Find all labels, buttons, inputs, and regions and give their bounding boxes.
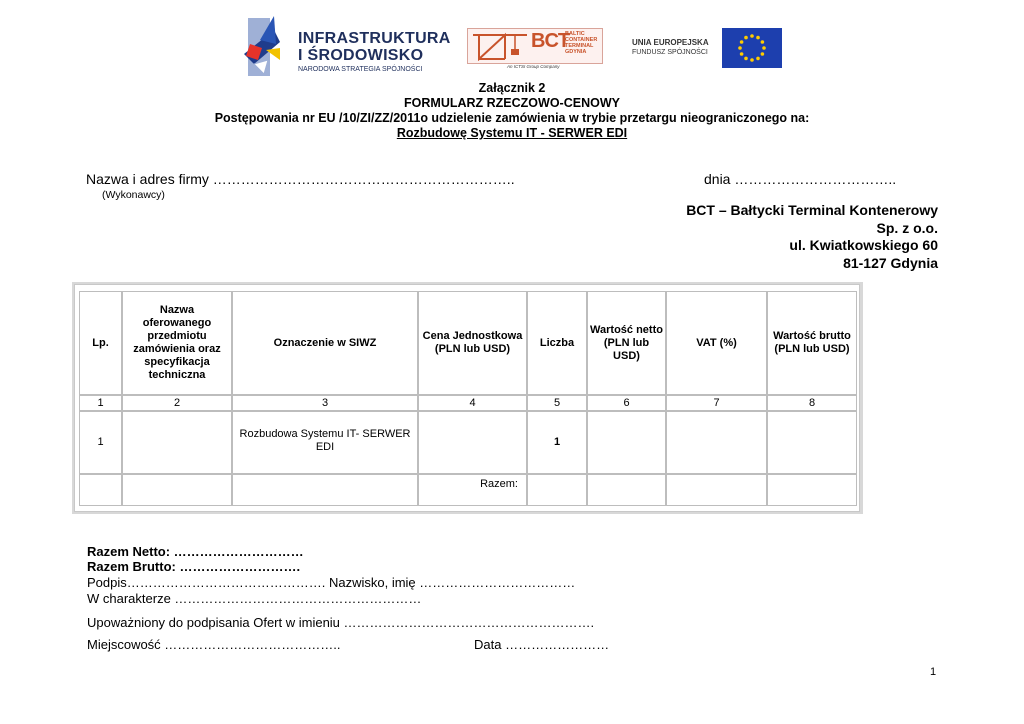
bct-side-line: BALTIC	[565, 31, 585, 37]
header-lp: Lp.	[79, 291, 122, 395]
infrastruktura-logo	[240, 14, 451, 80]
authorization-field: Upoważniony do podpisania Ofert w imieniu ………………………………………………….	[87, 615, 595, 630]
bct-side-text	[565, 31, 597, 55]
column-number: 5	[527, 395, 587, 411]
total-gross-value[interactable]	[767, 474, 857, 506]
recipient-address	[686, 202, 938, 272]
attachment-label: Załącznik 2	[478, 81, 546, 95]
header-net-value: Wartość netto (PLN lub USD)	[587, 291, 666, 395]
eu-logo	[632, 30, 782, 70]
column-number: 3	[232, 395, 418, 411]
recipient-line: Sp. z o.o.	[876, 219, 938, 236]
header-vat: VAT (%)	[666, 291, 767, 395]
header-item-name: Nazwa oferowanego przedmiotu zamówienia oraz specyfikacja techniczna	[122, 291, 232, 395]
total-vat[interactable]	[666, 474, 767, 506]
row-gross-value[interactable]	[767, 411, 857, 474]
header-siwz: Oznaczenie w SIWZ	[232, 291, 418, 395]
logo-subtitle: NARODOWA STRATEGIA SPÓJNOŚCI	[298, 66, 423, 73]
bct-caption: An ICTSI Group Company	[507, 64, 560, 69]
total-quantity[interactable]	[527, 474, 587, 506]
logo-title-line2: I ŚRODOWISKO	[298, 47, 424, 64]
crane-icon	[471, 31, 529, 61]
recipient-line: 81-127 Gdynia	[843, 254, 938, 271]
form-title: FORMULARZ RZECZOWO-CENOWY	[404, 96, 620, 110]
firm-sublabel: (Wykonawcy)	[102, 189, 165, 201]
header-unit-price: Cena Jednostkowa (PLN lub USD)	[418, 291, 527, 395]
header-quantity: Liczba	[527, 291, 587, 395]
column-number: 8	[767, 395, 857, 411]
price-table	[74, 284, 860, 512]
row-unit-price[interactable]	[418, 411, 527, 474]
bct-side-line: TERMINAL	[565, 43, 594, 49]
star-logo-icon	[240, 14, 298, 80]
column-number: 7	[666, 395, 767, 411]
bct-logo	[467, 28, 603, 72]
procedure-title: Postępowania nr EU /10/ZI/ZZ/2011o udzielenie zamówienia w trybie przetargu nieograniczonego na:	[214, 111, 810, 125]
total-gross-field: Razem Brutto: ……………………….	[87, 559, 301, 574]
row-quantity: 1	[527, 411, 587, 474]
row-vat[interactable]	[666, 411, 767, 474]
row-net-value[interactable]	[587, 411, 666, 474]
column-number: 2	[122, 395, 232, 411]
eu-logo-line2: FUNDUSZ SPÓJNOŚCI	[632, 49, 708, 56]
capacity-field: W charakterze …………………………………………………	[87, 591, 422, 606]
bct-letters: BCT	[531, 30, 570, 52]
total-empty-cell	[232, 474, 418, 506]
column-number: 6	[587, 395, 666, 411]
row-lp: 1	[79, 411, 122, 474]
row-siwz: Rozbudowa Systemu IT- SERWER EDI	[232, 411, 418, 474]
row-item-name[interactable]	[122, 411, 232, 474]
total-net-field: Razem Netto: …………………………	[87, 544, 304, 559]
place-field: Miejscowość …………………………………..	[87, 637, 341, 652]
recipient-line: BCT – Bałtycki Terminal Kontenerowy	[686, 202, 938, 218]
bct-side-line: CONTAINER	[565, 37, 598, 43]
header-gross-value: Wartość brutto (PLN lub USD)	[767, 291, 857, 395]
total-net-value[interactable]	[587, 474, 666, 506]
signature-field: Podpis………………………………………. Nazwisko, imię ………………………………	[87, 575, 576, 590]
total-empty-cell	[122, 474, 232, 506]
bct-side-line: GDYNIA	[565, 49, 587, 55]
firm-name-field: Nazwa i adres firmy ………………………………………………………..	[86, 171, 515, 187]
total-empty-cell	[79, 474, 122, 506]
subject-title: Rozbudowę Systemu IT - SERWER EDI	[396, 126, 628, 140]
total-label: Razem:	[418, 474, 527, 506]
recipient-line: ul. Kwiatkowskiego 60	[789, 237, 938, 253]
eu-flag-icon	[722, 28, 782, 68]
column-number: 4	[418, 395, 527, 411]
column-number: 1	[79, 395, 122, 411]
logo-title-line1: INFRASTRUKTURA	[298, 30, 451, 47]
eu-logo-line1: UNIA EUROPEJSKA	[632, 38, 709, 47]
date-field: dnia ……………………………..	[704, 171, 897, 187]
page-number: 1	[930, 666, 937, 678]
date-footer-field: Data ……………………	[474, 637, 610, 652]
